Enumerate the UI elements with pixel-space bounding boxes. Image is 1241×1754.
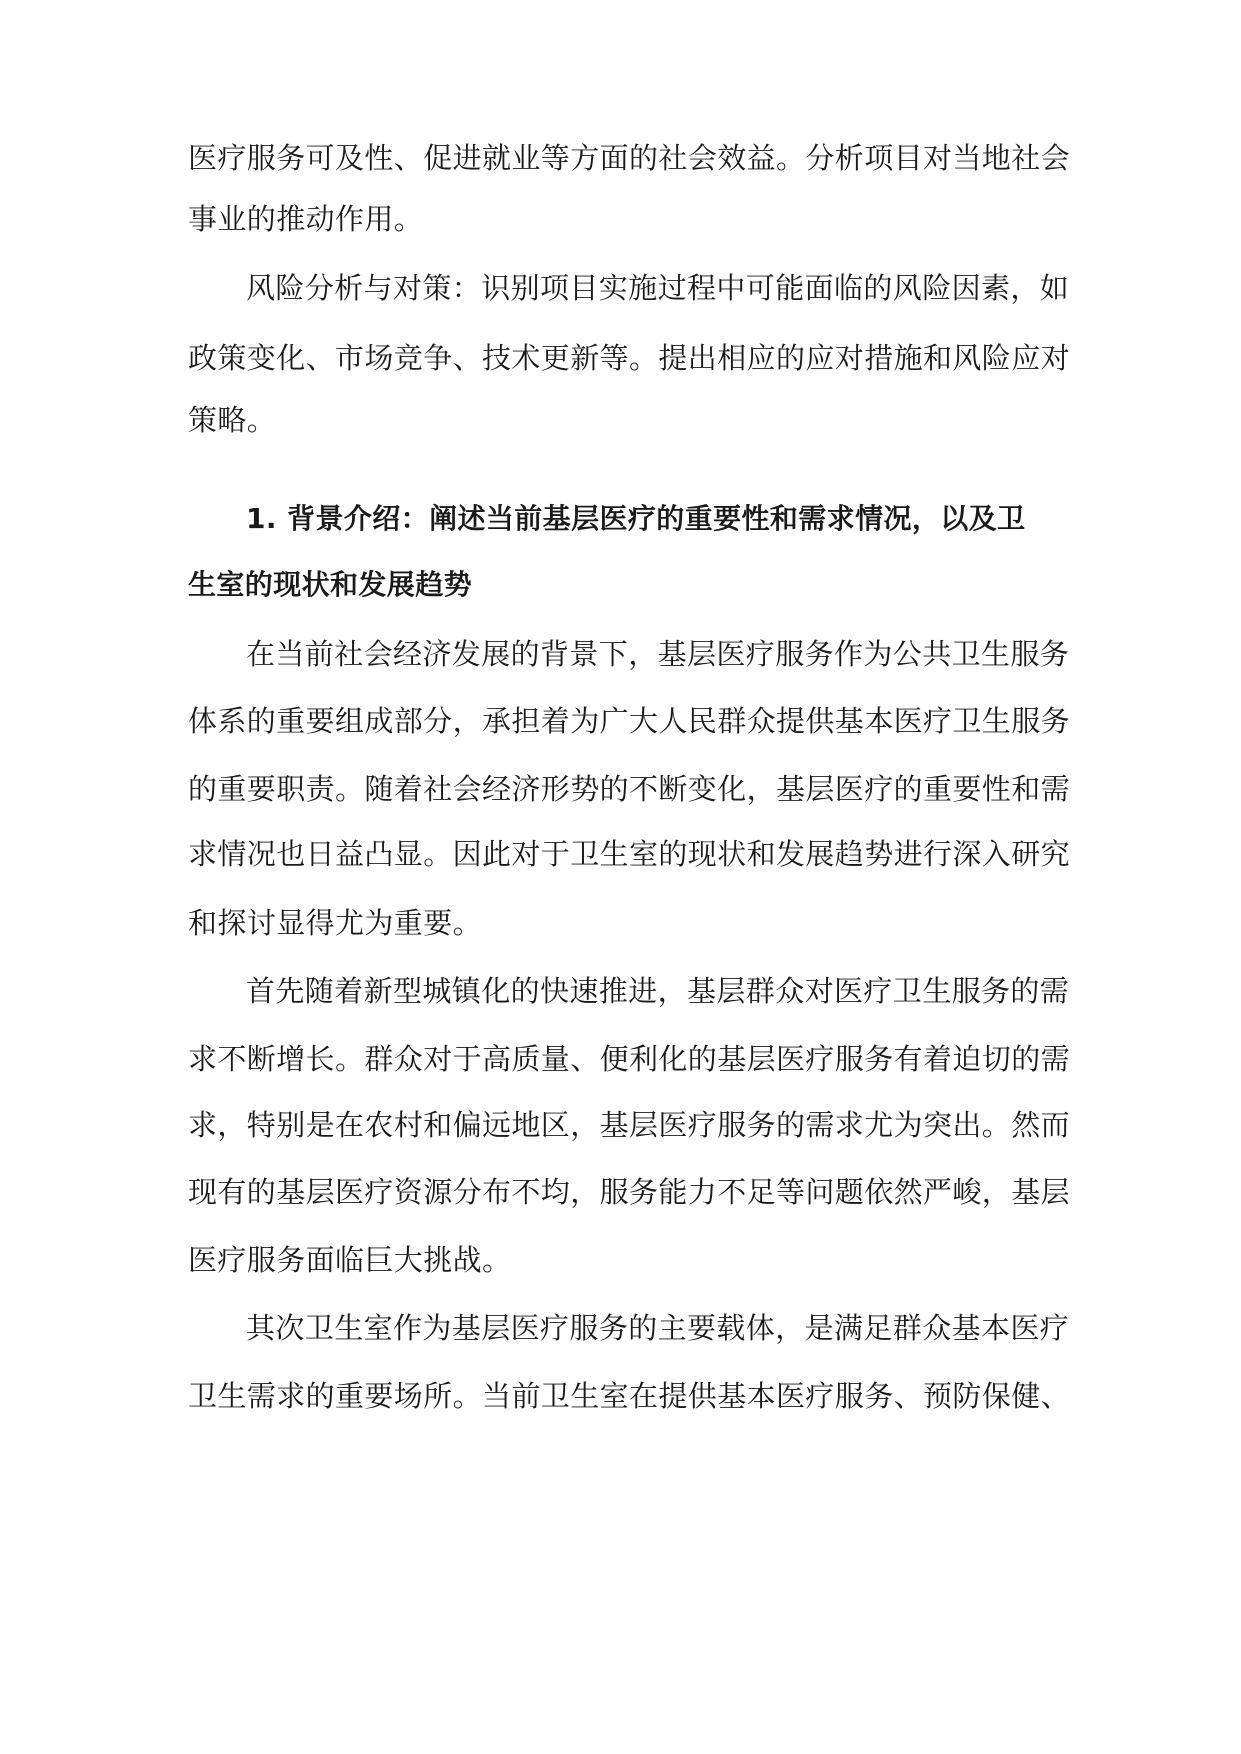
text-line: 医疗服务可及性、促进就业等方面的社会效益。分析项目对当地社会 — [188, 141, 1071, 175]
text-line: 政策变化、市场竞争、技术更新等。提出相应的应对措施和风险应对 — [188, 341, 1071, 375]
text-line: 体系的重要组成部分，承担着为广大人民群众提供基本医疗卫生服务 — [188, 704, 1071, 738]
section-heading-continued: 生室的现状和发展趋势 — [188, 568, 473, 601]
text-line: 医疗服务面临巨大挑战。 — [188, 1243, 512, 1277]
text-line: 卫生需求的重要场所。当前卫生室在提供基本医疗服务、预防保健、 — [188, 1379, 1071, 1413]
text-line: 求，特别是在农村和偏远地区，基层医疗服务的需求尤为突出。然而 — [188, 1108, 1071, 1142]
text-line: 的重要职责。随着社会经济形势的不断变化，基层医疗的重要性和需 — [188, 772, 1071, 806]
text-line: 现有的基层医疗资源分布不均，服务能力不足等问题依然严峻，基层 — [188, 1175, 1071, 1209]
paragraph-second: 其次卫生室作为基层医疗服务的主要载体，是满足群众基本医疗 — [246, 1311, 1070, 1345]
paragraph-risk-analysis: 风险分析与对策：识别项目实施过程中可能面临的风险因素，如 — [246, 271, 1070, 305]
text-line: 和探讨显得尤为重要。 — [188, 906, 483, 940]
section-heading: 1. 背景介绍：阐述当前基层医疗的重要性和需求情况，以及卫 — [246, 502, 1026, 535]
text-line: 求不断增长。群众对于高质量、便利化的基层医疗服务有着迫切的需 — [188, 1042, 1071, 1076]
text-line: 求情况也日益凸显。因此对于卫生室的现状和发展趋势进行深入研究 — [188, 837, 1071, 871]
paragraph-background: 在当前社会经济发展的背景下，基层医疗服务作为公共卫生服务 — [246, 637, 1070, 671]
paragraph-first: 首先随着新型城镇化的快速推进，基层群众对医疗卫生服务的需 — [246, 974, 1070, 1008]
text-line: 策略。 — [188, 403, 277, 437]
text-line: 事业的推动作用。 — [188, 202, 424, 236]
